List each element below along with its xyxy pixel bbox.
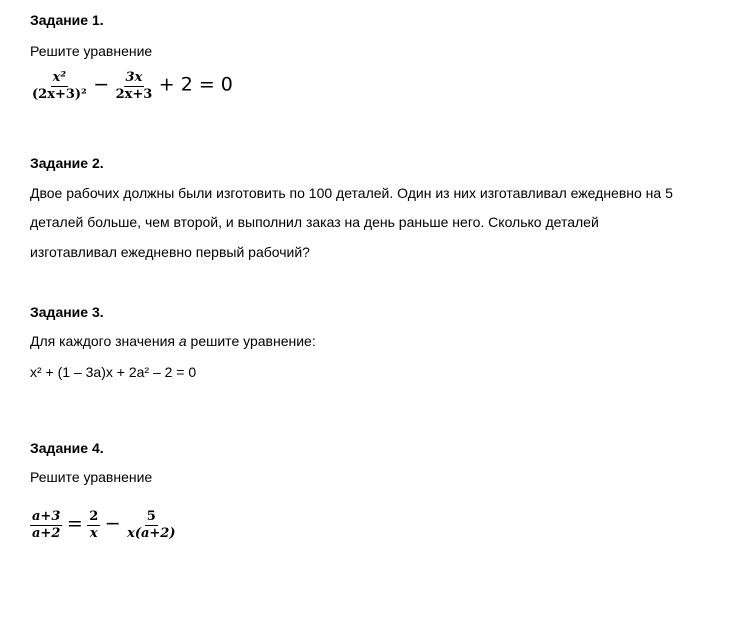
task4-fraction-1-numerator: a+3 (32, 509, 61, 524)
task1-fraction-2-denominator: 2x+3 (115, 87, 153, 102)
task4-fraction-1-denominator: a+2 (32, 526, 61, 541)
task1-equation (30, 70, 233, 103)
task3-instruction-start: Для каждого значения (30, 333, 179, 349)
task4-fraction-3 (125, 509, 177, 542)
task3-parameter: a (178, 333, 187, 349)
task1-equation-tail: + 2 = 0 (158, 73, 233, 96)
task1-minus-sign: − (93, 73, 110, 96)
task1-fraction-1 (30, 70, 89, 103)
task1-fraction-1-denominator: (2x+3)² (32, 87, 87, 102)
task4-fraction-3-numerator: 5 (146, 509, 156, 524)
task3-instruction (30, 333, 316, 349)
task1-fraction-2 (114, 70, 155, 103)
task2-title: Задание 2. (30, 155, 104, 171)
task1-instruction: Решите уравнение (30, 43, 153, 59)
task4-title: Задание 4. (30, 440, 104, 456)
task1-fraction-2-numerator: 3x (125, 70, 143, 85)
task4-equals-sign: = (66, 512, 83, 535)
task4-fraction-3-denominator: x(a+2) (127, 526, 176, 541)
task4-fraction-2-numerator: 2 (89, 509, 99, 524)
task4-fraction-1 (30, 509, 62, 542)
task3-instruction-end: решите уравнение: (186, 333, 316, 349)
task4-instruction: Решите уравнение (30, 469, 153, 485)
task3-title: Задание 3. (30, 304, 104, 320)
task2-text-line-2: деталей больше, чем второй, и выполнил заказ на день раньше него. Сколько деталей (30, 214, 599, 230)
task4-equation (30, 509, 178, 542)
task3-equation: x² + (1 – 3a)x + 2a² – 2 = 0 (30, 364, 197, 380)
task2-text-line-1: Двое рабочих должны были изготовить по 100 деталей. Один из них изготавливал ежедневно на 5 (30, 185, 673, 201)
task4-fraction-2-denominator: x (89, 526, 98, 541)
task4-minus-sign: − (104, 512, 121, 535)
task4-fraction-2 (87, 509, 100, 542)
task1-fraction-1-numerator: x² (52, 70, 67, 85)
task2-text-line-3: изготавливал ежедневно первый рабочий? (30, 244, 310, 260)
task1-title: Задание 1. (30, 12, 104, 28)
